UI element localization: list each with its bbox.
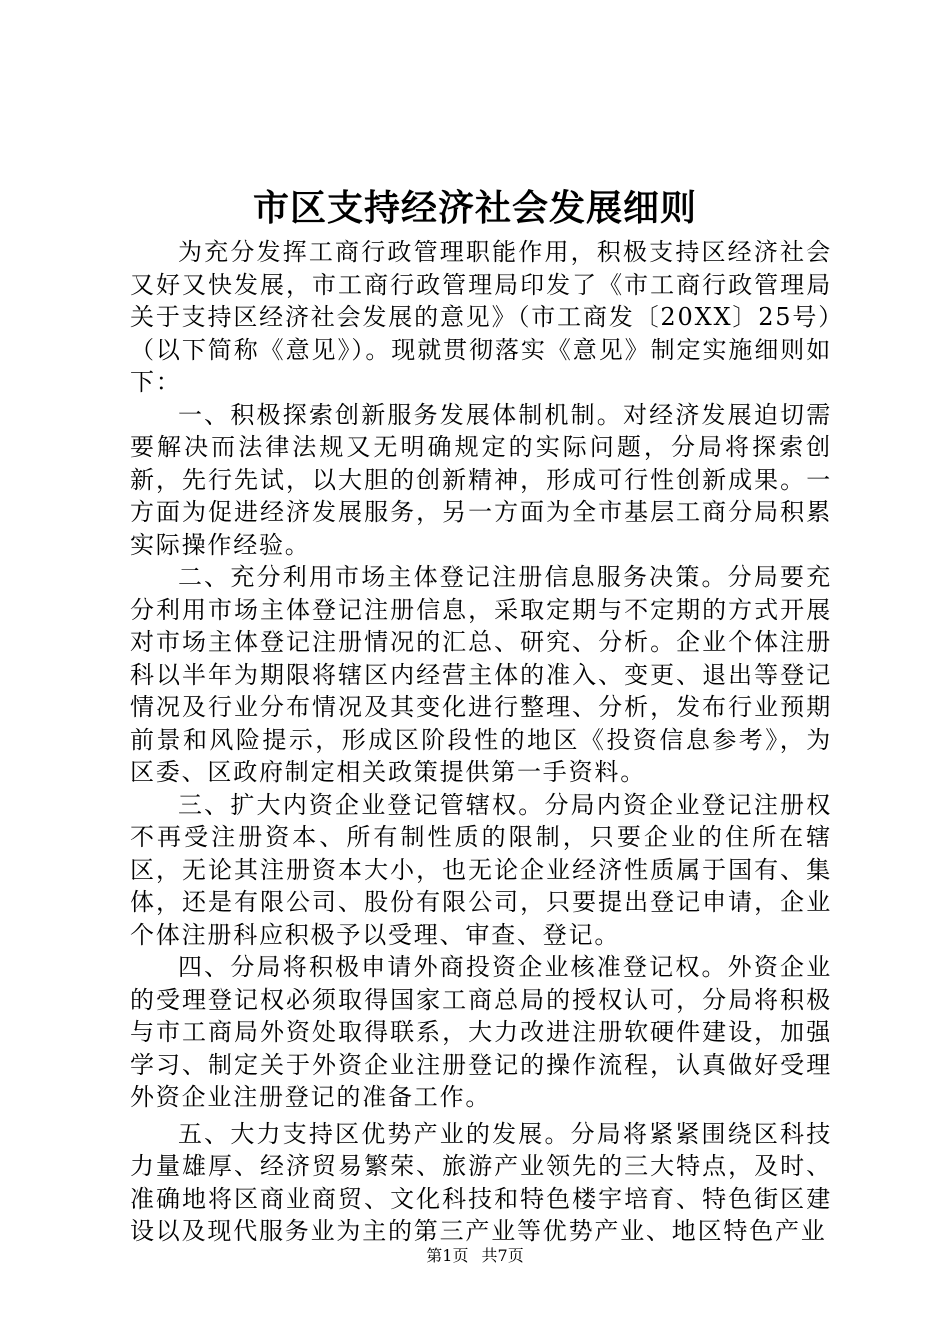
document-body (130, 236, 832, 1248)
document-title: 市区支持经济社会发展细则 (252, 187, 697, 229)
paragraph-item-3: 三、扩大内资企业登记管辖权。分局内资企业登记注册权不再受注册资本、所有制性质的限制，只要企业的住所在辖区，无论其注册资本大小，也无论企业经济性质属于国有、集体，还是有限公司、股份有限公司，只要提出登记申请，企业个体注册科应积极予以受理、审查、登记。 (130, 790, 832, 949)
paragraph-item-1: 一、积极探索创新服务发展体制机制。对经济发展迫切需要解决而法律法规又无明确规定的实际问题，分局将探索创新，先行先试，以大胆的创新精神，形成可行性创新成果。一方面为促进经济发展服务，另一方面为全市基层工商分局积累实际操作经验。 (130, 400, 832, 559)
page-number-total: 共7页 (481, 1246, 524, 1265)
page-footer (0, 1246, 950, 1266)
paragraph-intro: 为充分发挥工商行政管理职能作用，积极支持区经济社会又好又快发展，市工商行政管理局印发了《市工商行政管理局关于支持区经济社会发展的意见》（市工商发〔20XX〕25号）（以下简称《意见》）。现就贯彻落实《意见》制定实施细则如下： (130, 238, 832, 396)
page-number-current: 第1页 (426, 1246, 469, 1265)
paragraph-item-4: 四、分局将积极申请外商投资企业核准登记权。外资企业的受理登记权必须取得国家工商总局的授权认可，分局将积极与市工商局外资处取得联系，大力改进注册软硬件建设，加强学习、制定关于外资企业注册登记的操作流程，认真做好受理外资企业注册登记的准备工作。 (130, 953, 832, 1111)
paragraph-item-5: 五、大力支持区优势产业的发展。分局将紧紧围绕区科技力量雄厚、经济贸易繁荣、旅游产业领先的三大特点，及时、准确地将区商业商贸、文化科技和特色楼宇培育、特色街区建设以及现代服务业为主的第三产业等优势产业、地区特色产业 (130, 1119, 832, 1245)
paragraph-item-2: 二、充分利用市场主体登记注册信息服务决策。分局要充分利用市场主体登记注册信息，采取定期与不定期的方式开展对市场主体登记注册情况的汇总、研究、分析。企业个体注册科以半年为期限将辖区内经营主体的准入、变更、退出等登记情况及行业分布情况及其变化进行整理、分析，发布行业预期前景和风险提示，形成区阶段性的地区《投资信息参考》，为区委、区政府制定相关政策提供第一手资料。 (130, 563, 832, 786)
